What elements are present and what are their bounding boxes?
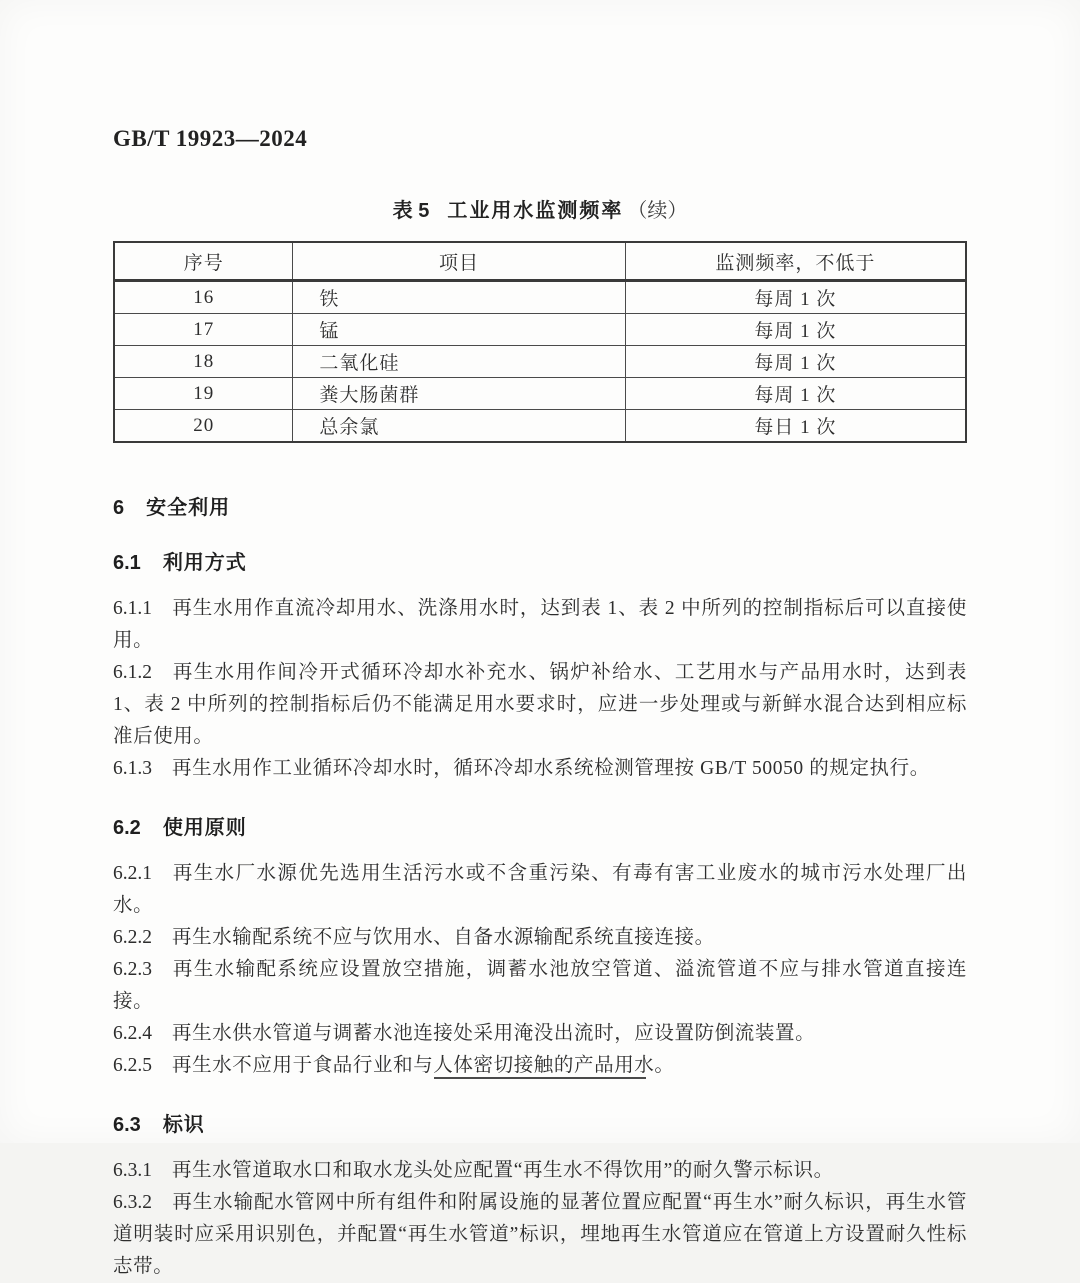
table-row (114, 281, 966, 314)
clause-number: 6.1.1 (113, 598, 152, 619)
section-title: 安全利用 (146, 497, 231, 519)
table-row (114, 314, 966, 346)
clause-6-3-1 (113, 1155, 967, 1187)
section-heading-6-2 (113, 811, 967, 840)
monitoring-frequency-table (113, 241, 967, 443)
clause-6-1-1 (113, 593, 967, 657)
cell-item: 总余氯 (293, 410, 625, 443)
cell-no: 19 (114, 378, 293, 410)
cell-frequency: 每周 1 次 (625, 314, 966, 346)
section-heading-6-3 (113, 1108, 967, 1137)
clause-number: 6.3.2 (113, 1192, 152, 1213)
cell-item: 粪大肠菌群 (293, 378, 625, 410)
clause-text: 再生水供水管道与调蓄水池连接处采用淹没出流时，应设置防倒流装置。 (172, 1023, 816, 1044)
clause-text: 再生水用作间冷开式循环冷却水补充水、锅炉补给水、工艺用水与产品用水时，达到表 1、表 2 中所列的控制指标后仍不能满足用水要求时，应进一步处理或与新鲜水混合达到相应标准后使用。 (113, 662, 967, 747)
clause-6-2-3 (113, 954, 967, 1018)
section-number: 6 (113, 497, 125, 519)
cell-no: 17 (114, 314, 293, 346)
section-title: 使用原则 (162, 817, 247, 839)
clause-6-2-4 (113, 1018, 967, 1050)
clause-text: 再生水厂水源优先选用生活污水或不含重污染、有毒有害工业废水的城市污水处理厂出水。 (113, 863, 967, 916)
clause-number: 6.2.1 (113, 863, 152, 884)
cell-item: 锰 (293, 314, 625, 346)
clause-text: 再生水输配水管网中所有组件和附属设施的显著位置应配置“再生水”耐久标识，再生水管道明装时应采用识别色，并配置“再生水管道”标识，埋地再生水管道应在管道上方设置耐久性标志带。 (113, 1192, 967, 1277)
cell-frequency: 每周 1 次 (625, 281, 966, 314)
table-caption (113, 194, 967, 223)
table-row (114, 346, 966, 378)
clause-number: 6.2.4 (113, 1023, 152, 1044)
section-title: 标识 (162, 1114, 205, 1136)
clause-text: 再生水用作直流冷却用水、洗涤用水时，达到表 1、表 2 中所列的控制指标后可以直接使用。 (113, 598, 967, 651)
clause-6-1-2 (113, 657, 967, 753)
cell-frequency: 每周 1 次 (625, 378, 966, 410)
section-title: 利用方式 (162, 552, 247, 574)
clause-6-1-3 (113, 753, 967, 785)
doc-number: GB/T 19923—2024 (113, 126, 308, 151)
cell-no: 18 (114, 346, 293, 378)
cell-frequency: 每日 1 次 (625, 410, 966, 443)
section-number: 6.1 (113, 552, 141, 574)
cell-frequency: 每周 1 次 (625, 346, 966, 378)
clause-6-2-1 (113, 858, 967, 922)
clause-text: 再生水用作工业循环冷却水时，循环冷却水系统检测管理按 GB/T 50050 的规定执行。 (172, 758, 930, 779)
section-heading-6-1 (113, 546, 967, 575)
col-header-index: 序号 (114, 242, 293, 281)
clause-number: 6.1.2 (113, 662, 152, 683)
table-caption-label: 表 5 (392, 200, 430, 222)
section-heading-6 (113, 491, 967, 520)
clause-number: 6.3.1 (113, 1160, 152, 1181)
clause-number: 6.2.2 (113, 927, 152, 948)
table-row (114, 378, 966, 410)
table-caption-continuation: （续） (627, 200, 688, 222)
section-number: 6.3 (113, 1114, 141, 1136)
cell-item: 二氧化硅 (293, 346, 625, 378)
clause-number: 6.2.3 (113, 959, 152, 980)
clause-text: 再生水管道取水口和取水龙头处应配置“再生水不得饮用”的耐久警示标识。 (172, 1160, 834, 1181)
clause-6-2-2 (113, 922, 967, 954)
table-header-row (114, 242, 966, 281)
col-header-frequency: 监测频率，不低于 (625, 242, 966, 281)
clause-number: 6.1.3 (113, 758, 152, 779)
footer-rule (434, 1077, 646, 1080)
cell-no: 16 (114, 281, 293, 314)
table-row (114, 410, 966, 443)
cell-no: 20 (114, 410, 293, 443)
clause-6-3-2 (113, 1187, 967, 1283)
col-header-item: 项目 (293, 242, 625, 281)
clause-text: 再生水输配系统应设置放空措施，调蓄水池放空管道、溢流管道不应与排水管道直接连接。 (113, 959, 967, 1012)
clause-text: 再生水输配系统不应与饮用水、自备水源输配系统直接连接。 (172, 927, 715, 948)
cell-item: 铁 (293, 281, 625, 314)
table-caption-title: 工业用水监测频率 (447, 200, 624, 222)
clause-text: 再生水不应用于食品行业和与人体密切接触的产品用水。 (172, 1055, 675, 1076)
clause-number: 6.2.5 (113, 1055, 152, 1076)
section-number: 6.2 (113, 817, 141, 839)
